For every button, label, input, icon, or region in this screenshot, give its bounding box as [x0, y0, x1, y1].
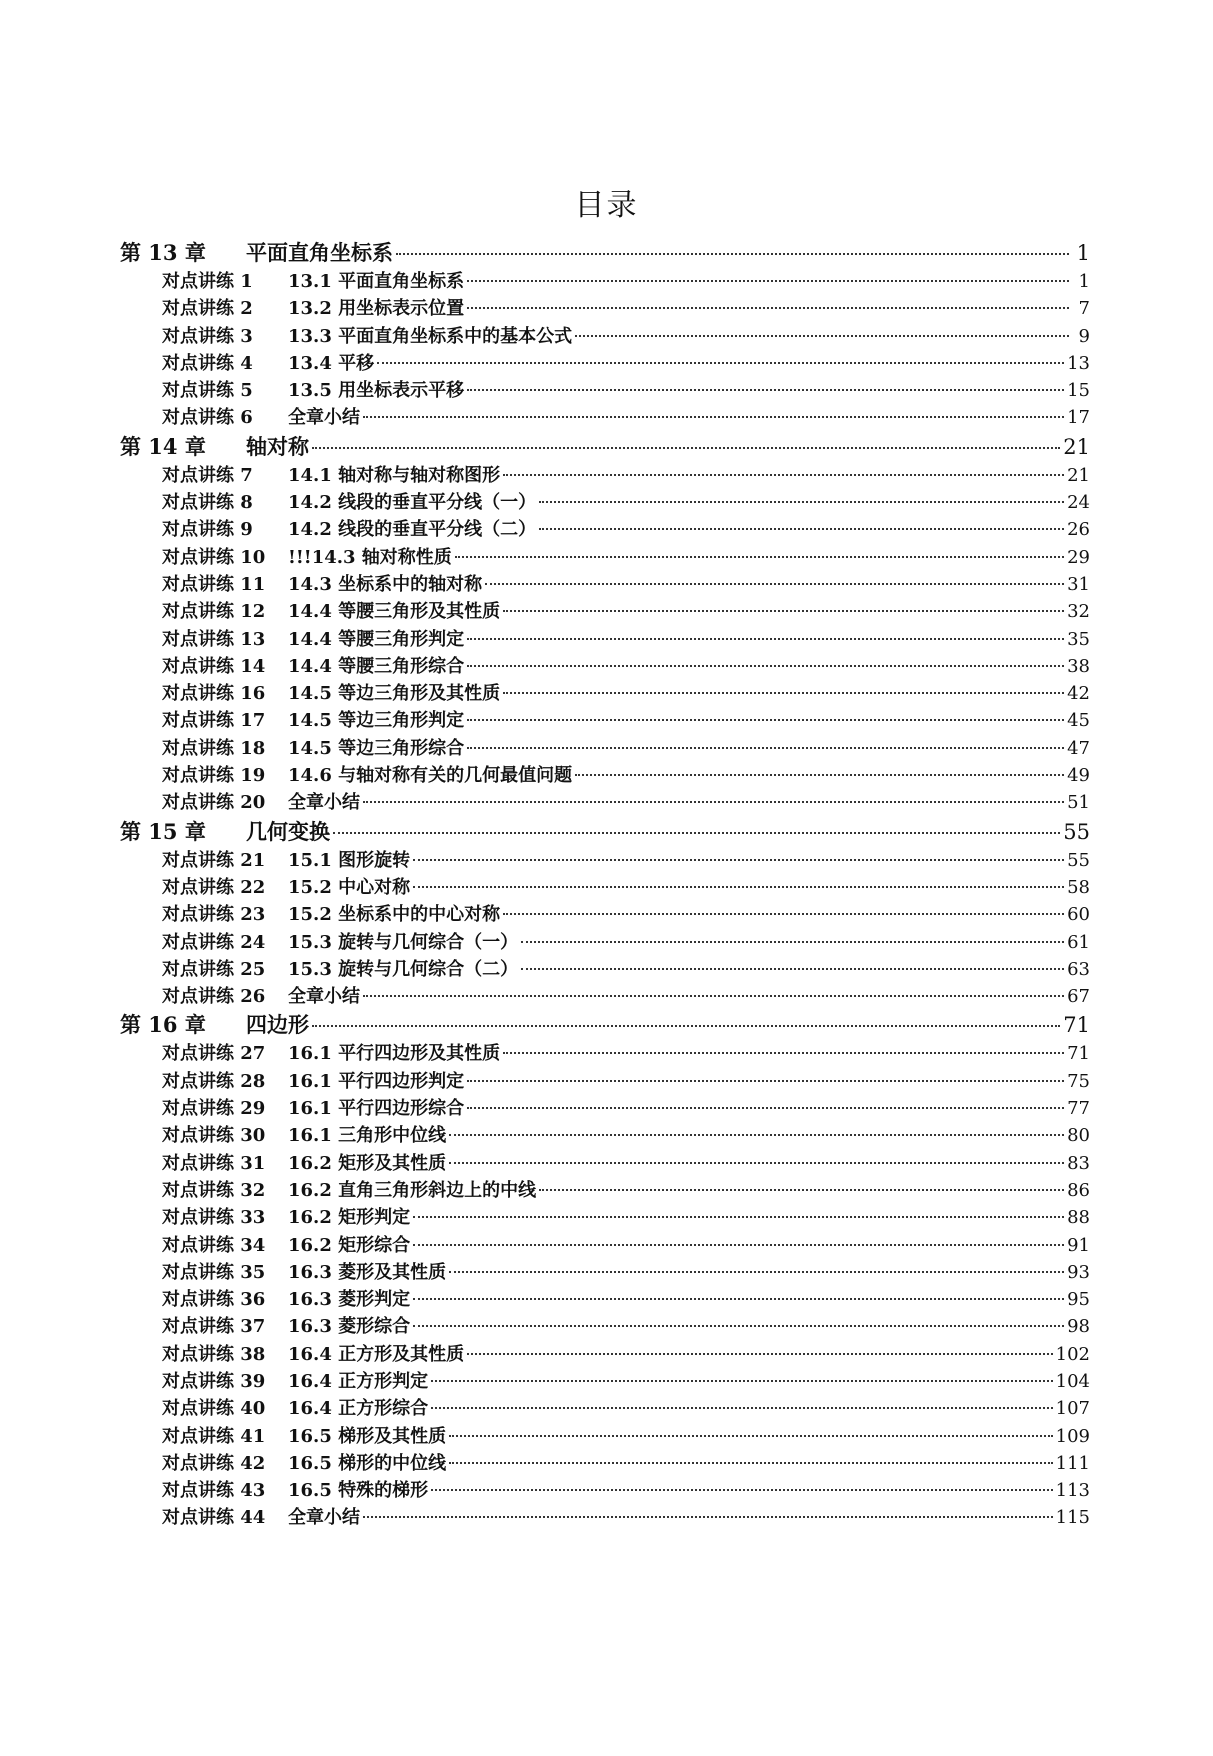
dot-leader [503, 610, 1064, 612]
lesson-title: 14.2 线段的垂直平分线（一） [288, 492, 537, 514]
page-number: 104 [1055, 1370, 1090, 1392]
dot-leader [467, 638, 1064, 640]
lesson-entry[interactable] [118, 983, 1090, 1010]
lesson-number: 对点讲练 29 [162, 1098, 266, 1120]
lesson-title: !!!14.3 轴对称性质 [288, 546, 452, 568]
page-number: 21 [1067, 464, 1090, 486]
page-number: 31 [1067, 573, 1090, 595]
lesson-number: 对点讲练 42 [162, 1452, 266, 1474]
lesson-number: 对点讲练 14 [162, 655, 266, 677]
lesson-number: 对点讲练 31 [162, 1152, 266, 1174]
page-number: 38 [1067, 655, 1090, 677]
chapter-entry[interactable] [118, 817, 1090, 847]
page-number: 91 [1067, 1234, 1090, 1256]
lesson-title: 13.3 平面直角坐标系中的基本公式 [288, 325, 573, 347]
lesson-entry[interactable] [118, 404, 1090, 431]
lesson-entry[interactable] [118, 1068, 1090, 1095]
lesson-title: 全章小结 [288, 986, 360, 1008]
lesson-number: 对点讲练 40 [162, 1398, 266, 1420]
dot-leader [413, 1325, 1064, 1327]
lesson-entry[interactable] [118, 516, 1090, 543]
dot-leader [467, 1080, 1064, 1082]
page-number: 21 [1063, 434, 1090, 459]
lesson-number: 对点讲练 38 [162, 1343, 266, 1365]
lesson-entry[interactable] [118, 956, 1090, 983]
dot-leader [449, 1435, 1053, 1437]
lesson-number: 对点讲练 32 [162, 1179, 266, 1201]
lesson-title: 16.1 三角形中位线 [288, 1125, 447, 1147]
page-number: 61 [1067, 931, 1090, 953]
lesson-number: 对点讲练 9 [162, 519, 253, 541]
dot-leader [431, 1407, 1053, 1409]
lesson-number: 对点讲练 24 [162, 931, 266, 953]
dot-leader [521, 968, 1064, 970]
page-number: 32 [1067, 601, 1090, 623]
lesson-number: 对点讲练 7 [162, 464, 253, 486]
lesson-title: 16.2 直角三角形斜边上的中线 [288, 1179, 537, 1201]
page-number: 88 [1067, 1207, 1090, 1229]
page-number: 107 [1055, 1398, 1090, 1420]
lesson-title: 16.3 菱形判定 [288, 1289, 411, 1311]
lesson-number: 对点讲练 17 [162, 710, 266, 732]
page-number: 80 [1067, 1125, 1090, 1147]
page-number: 83 [1067, 1152, 1090, 1174]
lesson-title: 15.3 旋转与几何综合（二） [288, 958, 519, 980]
page-number: 42 [1067, 683, 1090, 705]
lesson-number: 对点讲练 16 [162, 683, 266, 705]
page-number: 9 [1078, 325, 1090, 347]
lesson-title: 16.2 矩形综合 [288, 1234, 411, 1256]
lesson-title: 14.4 等腰三角形综合 [288, 655, 465, 677]
page-title: 目录 [574, 188, 639, 223]
lesson-entry[interactable] [118, 874, 1090, 901]
lesson-entry[interactable] [118, 1395, 1090, 1422]
lesson-title: 16.1 平行四边形判定 [288, 1070, 465, 1092]
lesson-entry[interactable] [118, 1259, 1090, 1286]
lesson-number: 对点讲练 8 [162, 492, 253, 514]
dot-leader [431, 1380, 1053, 1382]
lesson-number: 对点讲练 5 [162, 380, 253, 402]
lesson-title: 13.4 平移 [288, 352, 375, 374]
lesson-entry[interactable] [118, 789, 1090, 816]
lesson-number: 对点讲练 27 [162, 1043, 266, 1065]
lesson-title: 16.5 梯形及其性质 [288, 1425, 447, 1447]
lesson-entry[interactable] [118, 1341, 1090, 1368]
lesson-title: 13.2 用坐标表示位置 [288, 298, 465, 320]
lesson-title: 14.5 等边三角形综合 [288, 737, 465, 759]
dot-leader [485, 583, 1064, 585]
lesson-number: 对点讲练 37 [162, 1316, 266, 1338]
lesson-entry[interactable] [118, 462, 1090, 489]
chapter-block [118, 817, 1090, 1011]
lesson-number: 对点讲练 35 [162, 1261, 266, 1283]
chapter-block [118, 1010, 1090, 1531]
dot-leader [363, 416, 1064, 418]
chapter-entry[interactable] [118, 1010, 1090, 1040]
lesson-title: 14.2 线段的垂直平分线（二） [288, 519, 537, 541]
page-number: 113 [1055, 1480, 1090, 1502]
lesson-entry[interactable] [118, 1504, 1090, 1531]
page-number: 17 [1067, 407, 1090, 429]
page-number: 13 [1067, 352, 1090, 374]
lesson-entry[interactable] [118, 762, 1090, 789]
dot-leader [575, 335, 1069, 337]
dot-leader [467, 389, 1064, 391]
lesson-entry[interactable] [118, 929, 1090, 956]
lesson-title: 16.4 正方形综合 [288, 1398, 429, 1420]
lesson-number: 对点讲练 33 [162, 1207, 266, 1229]
page-number: 102 [1055, 1343, 1090, 1365]
chapter-title: 四边形 [246, 1013, 309, 1038]
page-number: 115 [1055, 1507, 1090, 1529]
page-number: 26 [1067, 519, 1090, 541]
lesson-title: 14.3 坐标系中的轴对称 [288, 573, 483, 595]
dot-leader [503, 692, 1064, 694]
dot-leader [539, 528, 1064, 530]
chapter-number: 第 13 章 [120, 240, 206, 265]
lesson-entry[interactable] [118, 680, 1090, 707]
lesson-entry[interactable] [118, 1368, 1090, 1395]
lesson-number: 对点讲练 10 [162, 546, 266, 568]
chapter-block [118, 238, 1090, 432]
page-number: 77 [1067, 1098, 1090, 1120]
page-number: 109 [1055, 1425, 1090, 1447]
lesson-title: 16.5 梯形的中位线 [288, 1452, 447, 1474]
lesson-number: 对点讲练 30 [162, 1125, 266, 1147]
table-of-contents [118, 238, 1090, 1532]
lesson-title: 14.6 与轴对称有关的几何最值问题 [288, 765, 573, 787]
lesson-number: 对点讲练 21 [162, 849, 266, 871]
lesson-title: 16.4 正方形判定 [288, 1370, 429, 1392]
page-number: 75 [1067, 1070, 1090, 1092]
page-number: 35 [1067, 628, 1090, 650]
dot-leader [539, 1189, 1064, 1191]
lesson-title: 16.3 菱形及其性质 [288, 1261, 447, 1283]
lesson-entry[interactable] [118, 1095, 1090, 1122]
lesson-entry[interactable] [118, 1232, 1090, 1259]
lesson-entry[interactable] [118, 847, 1090, 874]
lesson-number: 对点讲练 3 [162, 325, 253, 347]
chapter-number: 第 14 章 [120, 433, 206, 459]
dot-leader [467, 747, 1064, 749]
lesson-number: 对点讲练 26 [162, 986, 266, 1008]
lesson-number: 对点讲练 44 [162, 1507, 266, 1529]
lesson-number: 对点讲练 19 [162, 765, 266, 787]
lesson-entry[interactable] [118, 571, 1090, 598]
lesson-entry[interactable] [118, 489, 1090, 516]
dot-leader [312, 447, 1060, 449]
lesson-number: 对点讲练 22 [162, 876, 266, 898]
page-number: 55 [1067, 849, 1090, 871]
chapter-title: 平面直角坐标系 [246, 241, 393, 265]
page-number: 7 [1078, 298, 1090, 320]
chapter-block [118, 432, 1090, 817]
page-number: 58 [1067, 876, 1090, 898]
lesson-title: 16.1 平行四边形及其性质 [288, 1043, 501, 1065]
dot-leader [413, 1216, 1064, 1218]
dot-leader [467, 1353, 1053, 1355]
lesson-entry[interactable] [118, 544, 1090, 571]
lesson-entry[interactable] [118, 377, 1090, 404]
lesson-title: 16.1 平行四边形综合 [288, 1098, 465, 1120]
dot-leader [413, 859, 1064, 861]
lesson-number: 对点讲练 41 [162, 1425, 266, 1447]
page-number: 111 [1055, 1452, 1090, 1474]
dot-leader [503, 474, 1064, 476]
dot-leader [431, 1489, 1053, 1491]
lesson-title: 15.3 旋转与几何综合（一） [288, 931, 519, 953]
lesson-title: 14.4 等腰三角形及其性质 [288, 601, 501, 623]
dot-leader [503, 1052, 1064, 1054]
page-number: 1 [1076, 241, 1090, 265]
lesson-entry[interactable] [118, 1150, 1090, 1177]
lesson-title: 14.4 等腰三角形判定 [288, 628, 465, 650]
lesson-number: 对点讲练 43 [162, 1480, 266, 1502]
lesson-entry[interactable] [118, 268, 1090, 295]
dot-leader [363, 995, 1064, 997]
page-number: 60 [1067, 904, 1090, 926]
lesson-entry[interactable] [118, 653, 1090, 680]
lesson-entry[interactable] [118, 1477, 1090, 1504]
page-number: 55 [1063, 819, 1090, 844]
dot-leader [396, 253, 1069, 255]
lesson-title: 16.5 特殊的梯形 [288, 1480, 429, 1502]
page-number: 15 [1067, 380, 1090, 402]
page-number: 95 [1067, 1289, 1090, 1311]
lesson-title: 14.5 等边三角形判定 [288, 710, 465, 732]
lesson-title: 16.2 矩形及其性质 [288, 1152, 447, 1174]
lesson-title: 13.1 平面直角坐标系 [288, 271, 465, 292]
page-number: 86 [1067, 1179, 1090, 1201]
lesson-number: 对点讲练 25 [162, 958, 266, 980]
dot-leader [449, 1162, 1064, 1164]
page-number: 71 [1063, 1013, 1090, 1038]
chapter-title: 轴对称 [246, 434, 309, 459]
lesson-entry[interactable] [118, 1286, 1090, 1313]
page-number: 29 [1067, 546, 1090, 568]
page-number: 1 [1078, 271, 1090, 292]
dot-leader [377, 362, 1064, 364]
lesson-title: 16.3 菱形综合 [288, 1316, 411, 1338]
lesson-number: 对点讲练 4 [162, 352, 253, 374]
lesson-number: 对点讲练 23 [162, 904, 266, 926]
lesson-number: 对点讲练 11 [162, 573, 266, 595]
dot-leader [413, 1298, 1064, 1300]
lesson-entry[interactable] [118, 1450, 1090, 1477]
lesson-number: 对点讲练 13 [162, 628, 266, 650]
lesson-entry[interactable] [118, 598, 1090, 625]
lesson-title: 全章小结 [288, 1507, 360, 1529]
lesson-entry[interactable] [118, 707, 1090, 734]
lesson-entry[interactable] [118, 1423, 1090, 1450]
lesson-number: 对点讲练 20 [162, 792, 266, 814]
dot-leader [467, 280, 1069, 282]
lesson-number: 对点讲练 34 [162, 1234, 266, 1256]
lesson-number: 对点讲练 36 [162, 1289, 266, 1311]
lesson-entry[interactable] [118, 350, 1090, 377]
dot-leader [312, 1025, 1060, 1027]
lesson-entry[interactable] [118, 295, 1090, 322]
lesson-entry[interactable] [118, 1313, 1090, 1340]
lesson-entry[interactable] [118, 323, 1090, 350]
dot-leader [521, 941, 1064, 943]
lesson-title: 16.4 正方形及其性质 [288, 1343, 465, 1365]
lesson-title: 15.2 中心对称 [288, 876, 411, 898]
page-number: 51 [1067, 792, 1090, 814]
page-number: 49 [1067, 765, 1090, 787]
dot-leader [575, 774, 1064, 776]
dot-leader [449, 1134, 1064, 1136]
page-number: 67 [1067, 986, 1090, 1008]
dot-leader [449, 1462, 1053, 1464]
lesson-title: 15.2 坐标系中的中心对称 [288, 904, 501, 926]
lesson-number: 对点讲练 18 [162, 737, 266, 759]
dot-leader [467, 307, 1069, 309]
chapter-title: 几何变换 [246, 819, 330, 844]
dot-leader [455, 556, 1064, 558]
dot-leader [467, 1107, 1064, 1109]
lesson-number: 对点讲练 6 [162, 407, 253, 429]
dot-leader [363, 801, 1064, 803]
lesson-entry[interactable] [118, 901, 1090, 928]
page-number: 63 [1067, 958, 1090, 980]
page-number: 71 [1067, 1043, 1090, 1065]
dot-leader [413, 886, 1064, 888]
lesson-entry[interactable] [118, 1122, 1090, 1149]
lesson-title: 14.1 轴对称与轴对称图形 [288, 464, 501, 486]
page-number: 93 [1067, 1261, 1090, 1283]
dot-leader [467, 665, 1064, 667]
chapter-number: 第 16 章 [120, 1012, 206, 1038]
chapter-entry[interactable] [118, 238, 1090, 268]
dot-leader [503, 913, 1064, 915]
page-number: 24 [1067, 492, 1090, 514]
lesson-title: 16.2 矩形判定 [288, 1207, 411, 1229]
lesson-entry[interactable] [118, 626, 1090, 653]
lesson-number: 对点讲练 28 [162, 1070, 266, 1092]
lesson-entry[interactable] [118, 1040, 1090, 1067]
dot-leader [449, 1271, 1064, 1273]
page-number: 47 [1067, 737, 1090, 759]
dot-leader [413, 1244, 1064, 1246]
lesson-title: 全章小结 [288, 407, 360, 429]
lesson-title: 全章小结 [288, 792, 360, 814]
lesson-number: 对点讲练 2 [162, 298, 253, 320]
dot-leader [333, 832, 1060, 834]
chapter-entry[interactable] [118, 432, 1090, 462]
lesson-number: 对点讲练 12 [162, 601, 266, 623]
page-number: 98 [1067, 1316, 1090, 1338]
dot-leader [363, 1516, 1053, 1518]
lesson-title: 15.1 图形旋转 [288, 849, 411, 871]
lesson-number: 对点讲练 1 [162, 271, 253, 292]
lesson-number: 对点讲练 39 [162, 1370, 266, 1392]
page-number: 45 [1067, 710, 1090, 732]
lesson-entry[interactable] [118, 1204, 1090, 1231]
lesson-entry[interactable] [118, 1177, 1090, 1204]
lesson-title: 13.5 用坐标表示平移 [288, 380, 465, 402]
lesson-entry[interactable] [118, 735, 1090, 762]
dot-leader [467, 719, 1064, 721]
lesson-title: 14.5 等边三角形及其性质 [288, 683, 501, 705]
chapter-number: 第 15 章 [120, 818, 206, 844]
dot-leader [539, 501, 1064, 503]
